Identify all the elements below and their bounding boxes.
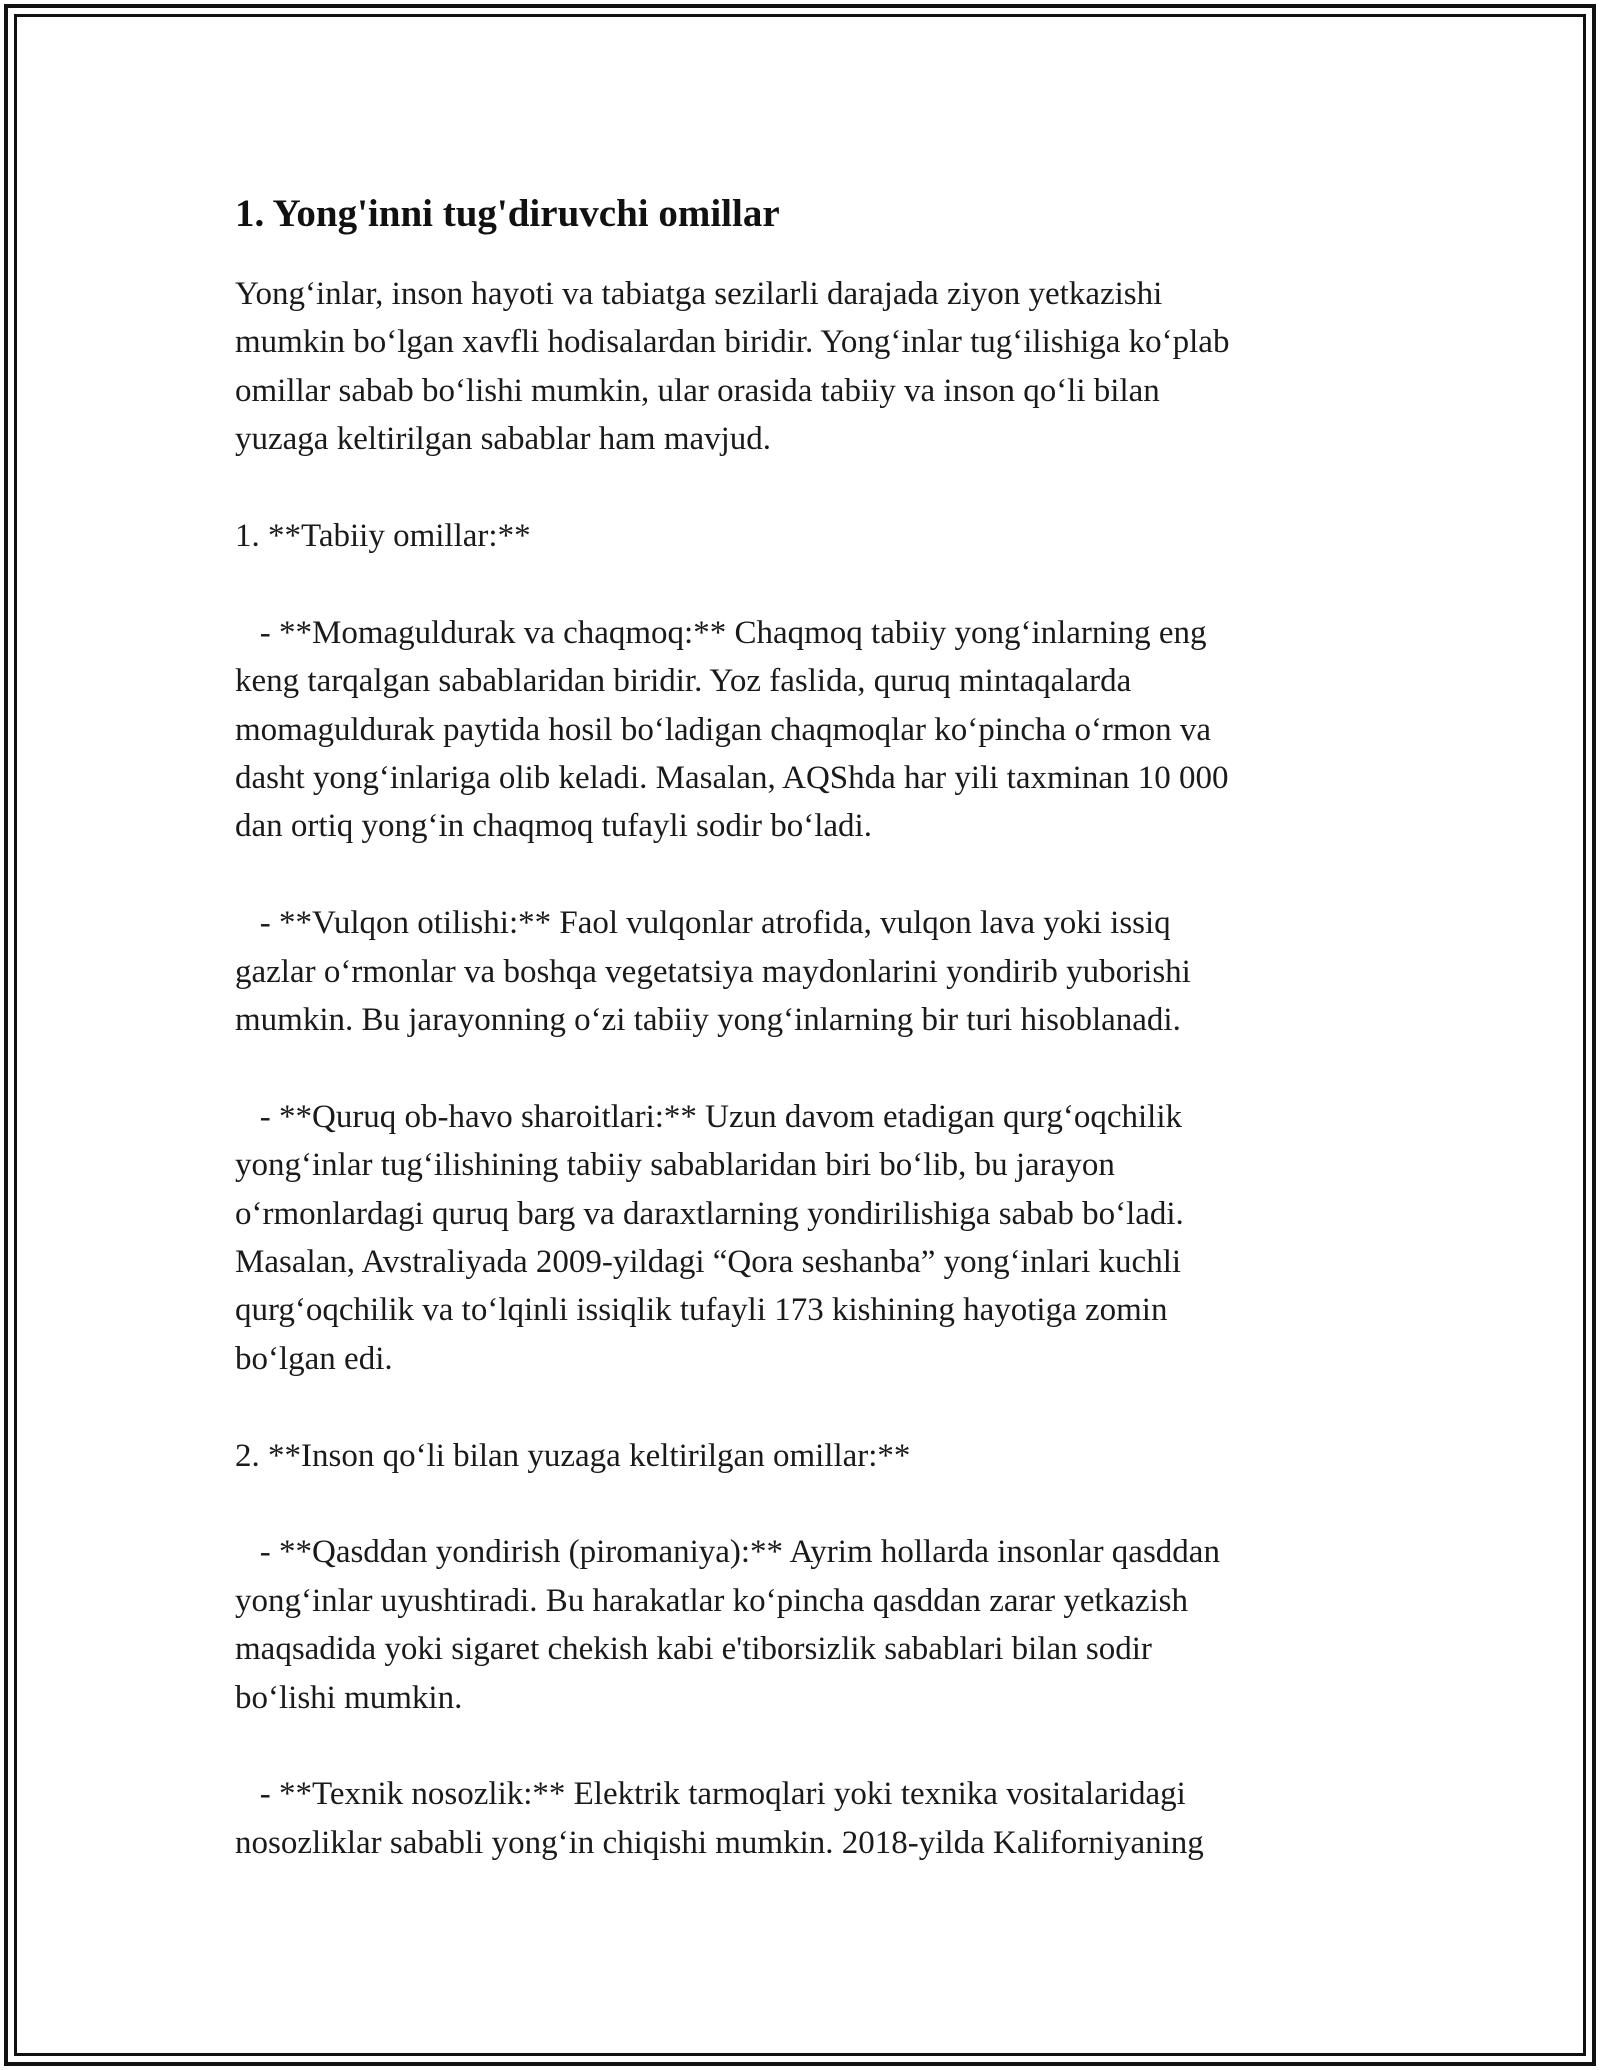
list-item-arson: - **Qasddan yondirish (piromaniya):** Ayrim hollarda insonlar qasddan yong‘inlar uyushtiradi. Bu harakatlar ko‘pincha qasddan zarar yetkazish maqsadida yoki sigaret chekish kabi e'tiborsizlik sabablari bilan sodir bo‘lishi mumkin. [235, 1534, 1220, 1716]
paragraph-spacer [235, 851, 1365, 899]
list-item-lightning: - **Momaguldurak va chaqmoq:** Chaqmoq tabiiy yong‘inlarning eng keng tarqalgan sabablaridan biridir. Yoz faslida, quruq mintaqalarda momaguldurak paytida hosil bo‘ladigan chaqmoqlar ko‘pincha o‘rmon va dasht yong‘inlariga olib keladi. Masalan, AQShda har yili taxminan 10 000 dan ortiq yong‘in chaqmoq tufayli sodir bo‘ladi. [235, 614, 1229, 845]
paragraph-spacer [235, 464, 1365, 512]
section-heading-human: 2. **Inson qo‘li bilan yuzaga keltirilgan omillar:** [235, 1437, 911, 1474]
paragraph-spacer [235, 1383, 1365, 1431]
intro-paragraph: Yong‘inlar, inson hayoti va tabiatga sezilarli darajada ziyon yetkazishi mumkin bo‘lgan xavfli hodisalardan biridir. Yong‘inlar tug‘ilishiga ko‘plab omillar sabab bo‘lishi mumkin, ular orasida tabiiy va inson qo‘li bilan yuzaga keltirilgan sabablar ham mavjud. [235, 276, 1230, 458]
section-heading-natural: 1. **Tabiiy omillar:** [235, 518, 531, 555]
list-item-dry-weather: - **Quruq ob-havo sharoitlari:** Uzun davom etadigan qurg‘oqchilik yong‘inlar tug‘ilishining tabiiy sabablaridan biri bo‘lib, bu jarayon o‘rmonlardagi quruq barg va daraxtlarning yondirilishiga sabab bo‘ladi. Masalan, Avstraliyada 2009-yildagi “Qora seshanba” yong‘inlari kuchli qurg‘oqchilik va to‘lqinli issiqlik tufayli 173 kishining hayotiga zomin bo‘lgan edi. [235, 1098, 1184, 1377]
list-item-volcano: - **Vulqon otilishi:** Faol vulqonlar atrofida, vulqon lava yoki issiq gazlar o‘rmonlar va boshqa vegetatsiya maydonlarini yondirib yuborishi mumkin. Bu jarayonning o‘zi tabiiy yong‘inlarning bir turi hisoblanadi. [235, 905, 1191, 1039]
paragraph-spacer [235, 560, 1365, 608]
paragraph-spacer [235, 1722, 1365, 1770]
paragraph-spacer [235, 1480, 1365, 1528]
list-item-technical-failure: - **Texnik nosozlik:** Elektrik tarmoqlari yoki texnika vositalaridagi nosozliklar sababli yong‘in chiqishi mumkin. 2018-yilda Kaliforniyaning [235, 1776, 1204, 1861]
document-title: 1. Yong'inni tug'diruvchi omillar [235, 192, 780, 235]
paragraph-spacer [235, 1044, 1365, 1092]
document-body [235, 186, 1365, 1867]
